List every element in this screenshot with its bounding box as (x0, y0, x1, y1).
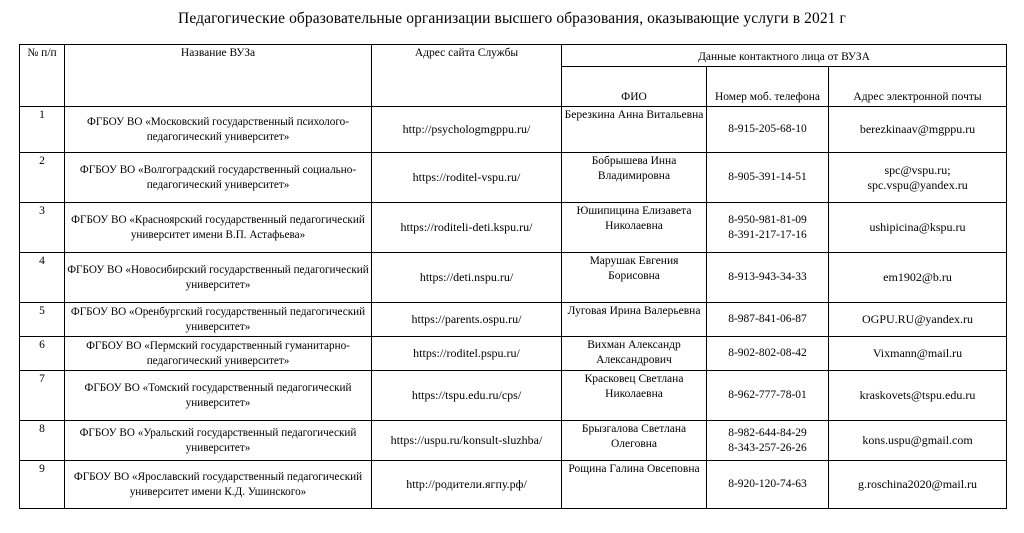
service-site-link[interactable]: https://roditeli-deti.kspu.ru/ (372, 203, 562, 253)
university-name: ФГБОУ ВО «Новосибирский государственный педагогический университет» (65, 253, 372, 303)
phone-number: 8-987-841-06-87 (728, 313, 807, 325)
service-site-link[interactable]: https://uspu.ru/konsult-sluzhba/ (372, 421, 562, 461)
service-site-link[interactable]: https://parents.ospu.ru/ (372, 303, 562, 337)
contact-fio: Марушак Евгения Борисовна (562, 253, 707, 303)
email-address[interactable]: ushipicina@kspu.ru (869, 220, 966, 234)
contact-phone (707, 461, 829, 509)
contact-phone (707, 153, 829, 203)
contact-email[interactable] (829, 371, 1007, 421)
phone-number: 8-905-391-14-51 (728, 171, 807, 183)
organizations-table (19, 44, 1007, 509)
table-row (20, 461, 1007, 509)
university-name: ФГБОУ ВО «Томский государственный педагогический университет» (65, 371, 372, 421)
row-number: 6 (20, 337, 65, 371)
table-row (20, 337, 1007, 371)
contact-fio: Рощина Галина Овсеповна (562, 461, 707, 509)
contact-email[interactable] (829, 253, 1007, 303)
table-row (20, 421, 1007, 461)
contact-fio: Вихман Александр Александрович (562, 337, 707, 371)
contact-phone (707, 303, 829, 337)
university-name: ФГБОУ ВО «Ярославский государственный педагогический университет имени К.Д. Ушинского» (65, 461, 372, 509)
row-number: 9 (20, 461, 65, 509)
contact-phone (707, 253, 829, 303)
table-row (20, 107, 1007, 153)
contact-email[interactable] (829, 203, 1007, 253)
email-address[interactable]: kraskovets@tspu.edu.ru (859, 388, 976, 402)
phone-number: 8-343-257-26-26 (728, 441, 807, 454)
header-email: Адрес электронной почты (829, 67, 1007, 107)
contact-email[interactable] (829, 461, 1007, 509)
university-name: ФГБОУ ВО «Пермский государственный гуманитарно-педагогический университет» (65, 337, 372, 371)
phone-number: 8-982-644-84-29 (728, 426, 807, 439)
contact-fio: Юшипицина Елизавета Николаевна (562, 203, 707, 253)
contact-phone (707, 371, 829, 421)
contact-fio: Березкина Анна Витальевна (562, 107, 707, 153)
university-name: ФГБОУ ВО «Волгоградский государственный социально-педагогический университет» (65, 153, 372, 203)
email-address[interactable]: OGPU.RU@yandex.ru (861, 312, 974, 326)
email-address[interactable]: Vixmann@mail.ru (872, 346, 963, 360)
document-title: Педагогические образовательные организации высшего образования, оказывающие услуги в 2021 г (178, 10, 846, 27)
table-body (20, 107, 1007, 509)
header-contact-group: Данные контактного лица от ВУЗА (562, 45, 1007, 67)
row-number: 1 (20, 107, 65, 153)
header-name: Название ВУЗа (65, 45, 372, 107)
service-site-link[interactable]: http://родители.ягпу.рф/ (372, 461, 562, 509)
contact-email[interactable] (829, 107, 1007, 153)
contact-fio: Брызгалова Светлана Олеговна (562, 421, 707, 461)
service-site-link[interactable]: https://tspu.edu.ru/cps/ (372, 371, 562, 421)
contact-email[interactable] (829, 337, 1007, 371)
email-address[interactable]: spc.vspu@yandex.ru (867, 177, 968, 192)
service-site-link[interactable]: https://roditel-vspu.ru/ (372, 153, 562, 203)
row-number: 8 (20, 421, 65, 461)
email-address[interactable]: spc@vspu.ru; (884, 162, 951, 177)
header-phone: Номер моб. телефона (707, 67, 829, 107)
header-site: Адрес сайта Службы (372, 45, 562, 107)
row-number: 7 (20, 371, 65, 421)
university-name: ФГБОУ ВО «Красноярский государственный педагогический университет имени В.П. Астафьева» (65, 203, 372, 253)
email-address[interactable]: g.roschina2020@mail.ru (858, 477, 978, 491)
service-site-link[interactable]: https://roditel.pspu.ru/ (372, 337, 562, 371)
contact-fio: Бобрышева Инна Владимировна (562, 153, 707, 203)
row-number: 5 (20, 303, 65, 337)
row-number: 3 (20, 203, 65, 253)
university-name: ФГБОУ ВО «Оренбургский государственный педагогический университет» (65, 303, 372, 337)
phone-number: 8-391-217-17-16 (728, 228, 807, 241)
header-row-top (20, 45, 1007, 67)
university-name: ФГБОУ ВО «Московский государственный психолого-педагогический университет» (65, 107, 372, 153)
table-row (20, 203, 1007, 253)
table-row (20, 303, 1007, 337)
contact-email[interactable] (829, 303, 1007, 337)
phone-number: 8-902-802-08-42 (728, 347, 807, 359)
contact-fio: Красковец Светлана Николаевна (562, 371, 707, 421)
contact-phone (707, 421, 829, 461)
phone-number: 8-913-943-34-33 (728, 271, 807, 283)
service-site-link[interactable]: https://deti.nspu.ru/ (372, 253, 562, 303)
table-row (20, 253, 1007, 303)
email-address[interactable]: berezkinaav@mgppu.ru (859, 122, 976, 136)
contact-email[interactable] (829, 153, 1007, 203)
service-site-link[interactable]: http://psychologmgppu.ru/ (372, 107, 562, 153)
phone-number: 8-915-205-68-10 (728, 123, 807, 135)
phone-number: 8-962-777-78-01 (728, 389, 807, 401)
contact-fio: Луговая Ирина Валерьевна (562, 303, 707, 337)
phone-number: 8-950-981-81-09 (728, 213, 807, 226)
university-name: ФГБОУ ВО «Уральский государственный педагогический университет» (65, 421, 372, 461)
contact-email[interactable] (829, 421, 1007, 461)
header-num: № п/п (20, 45, 65, 107)
row-number: 2 (20, 153, 65, 203)
table-row (20, 153, 1007, 203)
table-row (20, 371, 1007, 421)
email-address[interactable]: kons.uspu@gmail.com (862, 433, 973, 447)
email-address[interactable]: em1902@b.ru (883, 270, 952, 284)
phone-number: 8-920-120-74-63 (728, 478, 807, 490)
row-number: 4 (20, 253, 65, 303)
contact-phone (707, 337, 829, 371)
contact-phone (707, 203, 829, 253)
contact-phone (707, 107, 829, 153)
header-fio: ФИО (562, 67, 707, 107)
